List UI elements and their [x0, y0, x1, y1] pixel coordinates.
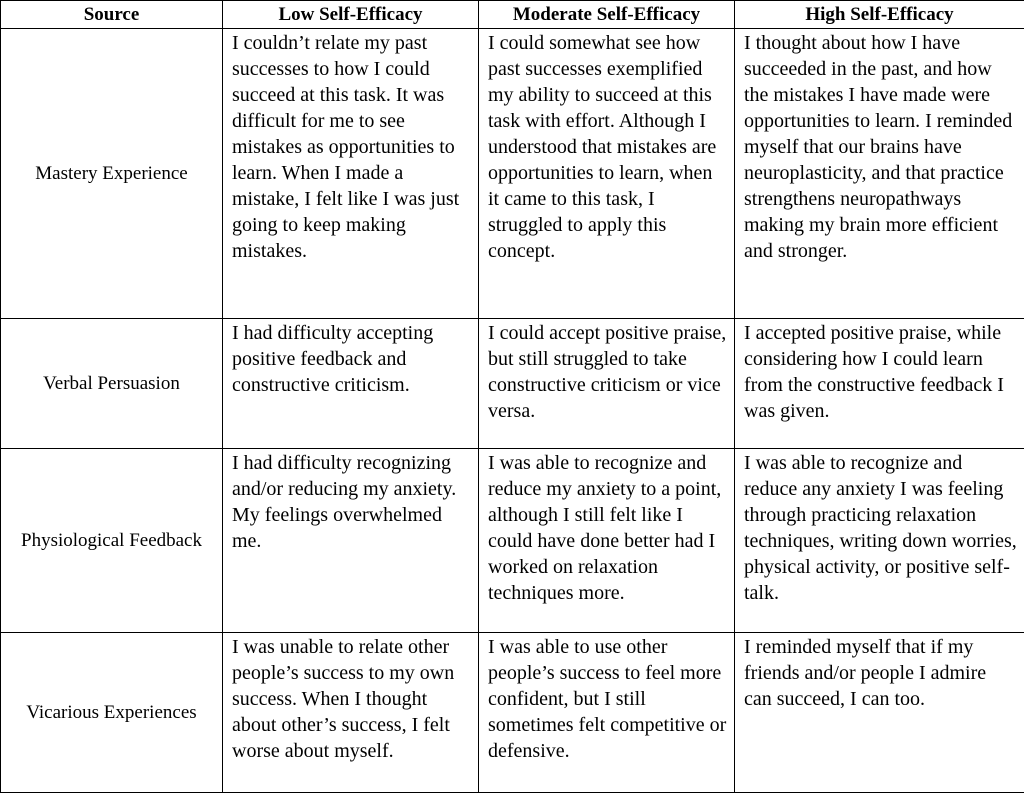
- source-cell: Physiological Feedback: [1, 449, 223, 633]
- moderate-cell: I could somewhat see how past successes exemplified my ability to succeed at this task with effort. Although I understood that mistakes are opportunities to learn, when it came to this task, I struggled to apply this concept.: [479, 29, 735, 319]
- source-cell: Mastery Experience: [1, 29, 223, 319]
- low-cell: I had difficulty recognizing and/or reducing my anxiety. My feelings overwhelmed me.: [223, 449, 479, 633]
- header-high: High Self-Efficacy: [735, 1, 1024, 29]
- high-cell: I was able to recognize and reduce any anxiety I was feeling through practicing relaxation techniques, writing down worries, physical activity, or positive self-talk.: [735, 449, 1024, 633]
- low-cell: I was unable to relate other people’s success to my own success. When I thought about other’s success, I felt worse about myself.: [223, 633, 479, 793]
- table-row: [1, 449, 1024, 633]
- table-row: [1, 29, 1024, 319]
- source-cell: Verbal Persuasion: [1, 319, 223, 449]
- high-cell: I reminded myself that if my friends and/or people I admire can succeed, I can too.: [735, 633, 1024, 793]
- header-row: [1, 1, 1024, 29]
- header-moderate: Moderate Self-Efficacy: [479, 1, 735, 29]
- low-cell: I couldn’t relate my past successes to how I could succeed at this task. It was difficult for me to see mistakes as opportunities to learn. When I made a mistake, I felt like I was just going to keep making mistakes.: [223, 29, 479, 319]
- header-low: Low Self-Efficacy: [223, 1, 479, 29]
- low-cell: I had difficulty accepting positive feedback and constructive criticism.: [223, 319, 479, 449]
- table-row: [1, 633, 1024, 793]
- moderate-cell: I was able to use other people’s success to feel more confident, but I still sometimes felt competitive or defensive.: [479, 633, 735, 793]
- moderate-cell: I could accept positive praise, but still struggled to take constructive criticism or vice versa.: [479, 319, 735, 449]
- header-source: Source: [1, 1, 223, 29]
- source-cell: Vicarious Experiences: [1, 633, 223, 793]
- high-cell: I accepted positive praise, while considering how I could learn from the constructive feedback I was given.: [735, 319, 1024, 449]
- high-cell: I thought about how I have succeeded in the past, and how the mistakes I have made were opportunities to learn. I reminded myself that our brains have neuroplasticity, and that practice strengthens neuropathways making my brain more efficient and stronger.: [735, 29, 1024, 319]
- table-row: [1, 319, 1024, 449]
- moderate-cell: I was able to recognize and reduce my anxiety to a point, although I still felt like I could have done better had I worked on relaxation techniques more.: [479, 449, 735, 633]
